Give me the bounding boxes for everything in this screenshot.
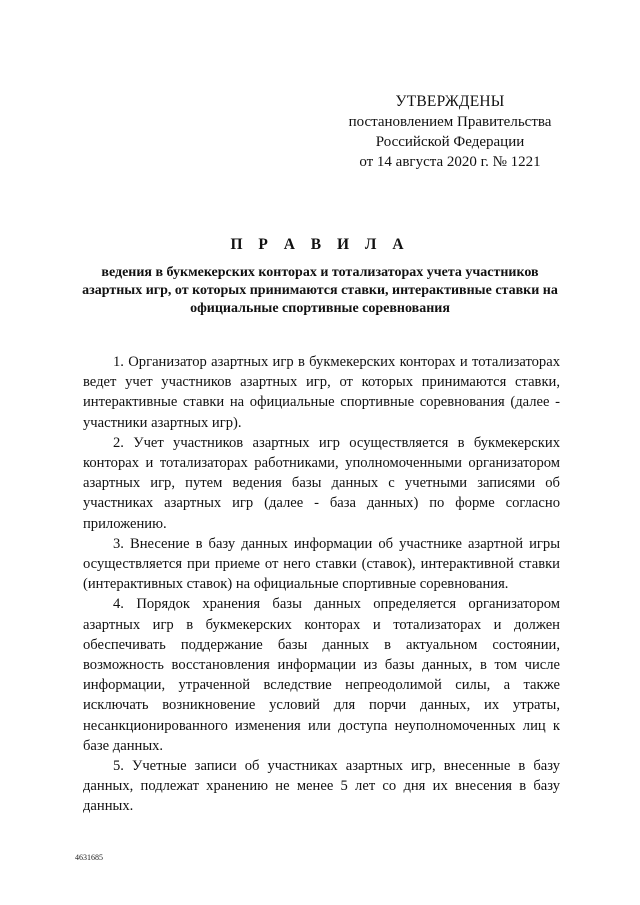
document-subtitle: ведения в букмекерских конторах и тотализаторах учета участников азартных игр, от которых принимаются ставки, интерактивные ставки на официальные спортивные соревнования [82, 265, 558, 316]
approval-title: УТВЕРЖДЕНЫ [395, 93, 505, 110]
document-body [83, 352, 560, 817]
approval-line-3: от 14 августа 2020 г. № 1221 [359, 154, 541, 170]
approval-line-2: Российской Федерации [375, 134, 525, 150]
approval-line-1: постановлением Правительства [348, 114, 552, 130]
document-code: 4631685 [75, 853, 103, 862]
paragraph-1: 1. Организатор азартных игр в букмекерских конторах и тотализаторах ведет учет участников азартных игр, от которых принимаются ставки, интерактивные ставки на официальные спортивные соревнования (далее - участники азартных игр). [83, 354, 560, 431]
paragraph-5: 5. Учетные записи об участниках азартных игр, внесенные в базу данных, подлежат хранению не менее 5 лет со дня их внесения в базу данных. [83, 758, 560, 815]
paragraph-4: 4. Порядок хранения базы данных определяется организатором азартных игр в букмекерских конторах и тотализаторах и должен обеспечивать поддержание базы данных в актуальном состоянии, возможность восстановления информации из базы данных, в том числе информации, утраченной вследствие непреодолимой силы, а также исключать возникновение условий для порчи данных, их утраты, несанкционированного изменения или доступа неуполномоченных лиц к базе данных. [83, 596, 560, 754]
approval-block [330, 92, 570, 172]
paragraph-3: 3. Внесение в базу данных информации об участнике азартной игры осуществляется при приеме от него ставки (ставок), интерактивной ставки (интерактивных ставок) на официальные спортивные соревнования. [83, 535, 560, 593]
document-title: П Р А В И Л А [230, 236, 410, 253]
paragraph-2: 2. Учет участников азартных игр осуществляется в букмекерских конторах и тотализаторах работниками, уполномоченными организатором азартных игр, путем ведения базы данных с учетными записями об участниках азартных игр (далее - база данных) по форме согласно приложению. [83, 434, 560, 532]
